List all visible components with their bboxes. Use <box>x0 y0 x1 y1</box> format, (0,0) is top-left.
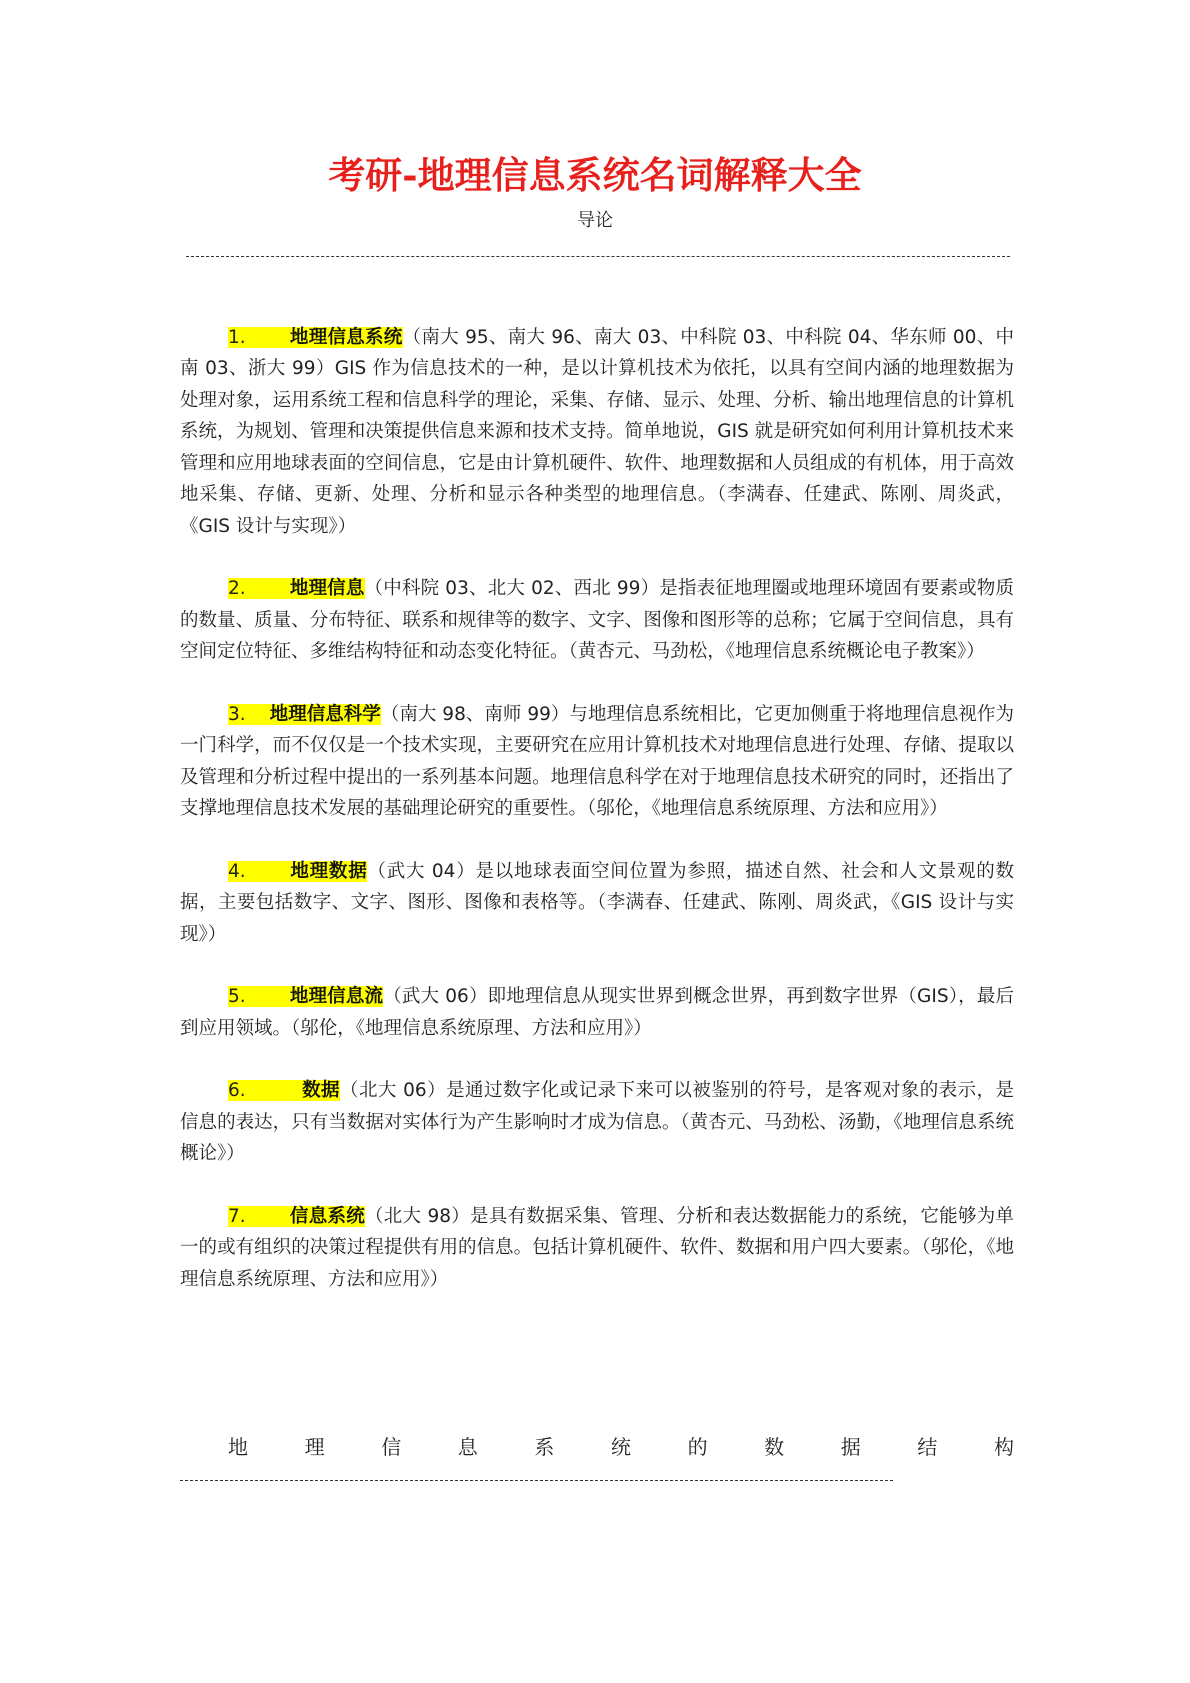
entry-item <box>180 981 1014 1044</box>
chapter-heading <box>228 1432 1014 1462</box>
chapter-char: 数 <box>764 1435 785 1459</box>
entry-number: 7. <box>228 1205 246 1227</box>
entry-term: 地理信息系统 <box>289 326 403 348</box>
chapter-char: 据 <box>840 1435 861 1459</box>
entry-body: （南大 98、南师 99）与地理信息系统相比，它更加侧重于将地理信息视作为一门科学，而不仅仅是一个技术实现，主要研究在应用计算机技术对地理信息进行处理、存储、提取以及管理和分析过程中提出的一系列基本问题。地理信息科学在对于地理信息技术研究的同时，还指出了支撑地理信息技术发展的基础理论研究的重要性。（邬伦，《地理信息系统原理、方法和应用》） <box>180 703 1014 819</box>
chapter-char: 的 <box>687 1435 708 1459</box>
entry-highlight <box>228 1206 365 1227</box>
entry-number: 1. <box>228 326 246 348</box>
chapter-char: 地 <box>228 1435 248 1459</box>
entry-term: 地理信息科学 <box>269 703 381 725</box>
entry-highlight <box>228 1080 340 1101</box>
entry-number: 3. <box>228 703 246 725</box>
entry-item <box>180 1075 1014 1170</box>
entry-number: 2. <box>228 578 246 599</box>
entry-number: 6. <box>228 1080 246 1101</box>
entry-term: 地理数据 <box>289 860 368 882</box>
entry-term: 地理信息流 <box>289 986 384 1007</box>
entry-highlight <box>228 327 403 348</box>
separator-line <box>186 256 1010 257</box>
chapter-char: 理 <box>304 1435 325 1459</box>
entry-term: 数据 <box>301 1080 340 1101</box>
entry-body: （北大 06）是通过数字化或记录下来可以被鉴别的符号，是客观对象的表示，是信息的表达，只有当数据对实体行为产生影响时才成为信息。（黄杏元、马劲松、汤勤，《地理信息系统概论》） <box>180 1080 1014 1164</box>
entry-item <box>180 573 1014 668</box>
chapter-char: 系 <box>534 1435 555 1459</box>
entry-body: （武大 06）即地理信息从现实世界到概念世界，再到数字世界（GIS），最后到应用领域。（邬伦，《地理信息系统原理、方法和应用》） <box>180 986 1014 1039</box>
entry-body: （北大 98）是具有数据采集、管理、分析和表达数据能力的系统，它能够为单一的或有组织的决策过程提供有用的信息。包括计算机硬件、软件、数据和用户四大要素。（邬伦，《地理信息系统原理、方法和应用》） <box>180 1205 1014 1290</box>
entry-item <box>180 1201 1014 1296</box>
entry-term: 地理信息 <box>289 578 365 599</box>
entry-highlight <box>228 861 367 882</box>
entry-highlight <box>228 704 381 725</box>
chapter-char: 信 <box>381 1435 402 1459</box>
section-heading: 导论 <box>577 210 613 231</box>
entry-list <box>180 303 1014 1326</box>
chapter-char: 结 <box>917 1435 938 1459</box>
document-title: 考研-地理信息系统名词解释大全 <box>328 153 862 197</box>
chapter-char: 构 <box>993 1435 1014 1459</box>
entry-item <box>180 856 1014 951</box>
entry-item <box>180 699 1014 825</box>
entry-highlight <box>228 986 383 1007</box>
entry-item <box>180 322 1014 543</box>
separator-line <box>180 1480 893 1481</box>
entry-highlight <box>228 578 365 599</box>
entry-term: 信息系统 <box>289 1205 365 1227</box>
entry-body: （武大 04）是以地球表面空间位置为参照，描述自然、社会和人文景观的数据，主要包括数字、文字、图形、图像和表格等。（李满春、任建武、陈刚、周炎武，《GIS 设计与实现》） <box>180 860 1014 945</box>
chapter-char: 统 <box>610 1435 631 1459</box>
entry-body: （南大 95、南大 96、南大 03、中科院 03、中科院 04、华东师 00、中南 03、浙大 99）GIS 作为信息技术的一种，是以计算机技术为依托，以具有空间内涵的地理数据为处理对象，运用系统工程和信息科学的理论，采集、存储、显示、处理、分析、输出地理信息的计算机系统，为规划、管理和决策提供信息来源和技术支持。简单地说，GIS 就是研究如何利用计算机技术来管理和应用地球表面的空间信息，它是由计算机硬件、软件、地理数据和人员组成的有机体，用于高效地采集、存储、更新、处理、分析和显示各种类型的地理信息。（李满春、任建武、陈刚、周炎武，《GIS 设计与实现》） <box>180 326 1014 537</box>
entry-number: 5. <box>228 986 246 1007</box>
chapter-char: 息 <box>457 1435 478 1459</box>
entry-body: （中科院 03、北大 02、西北 99）是指表征地理圈或地理环境固有要素或物质的数量、质量、分布特征、联系和规律等的数字、文字、图像和图形等的总称；它属于空间信息，具有空间定位特征、多维结构特征和动态变化特征。（黄杏元、马劲松，《地理信息系统概论电子教案》） <box>180 578 1014 662</box>
entry-number: 4. <box>228 860 246 882</box>
